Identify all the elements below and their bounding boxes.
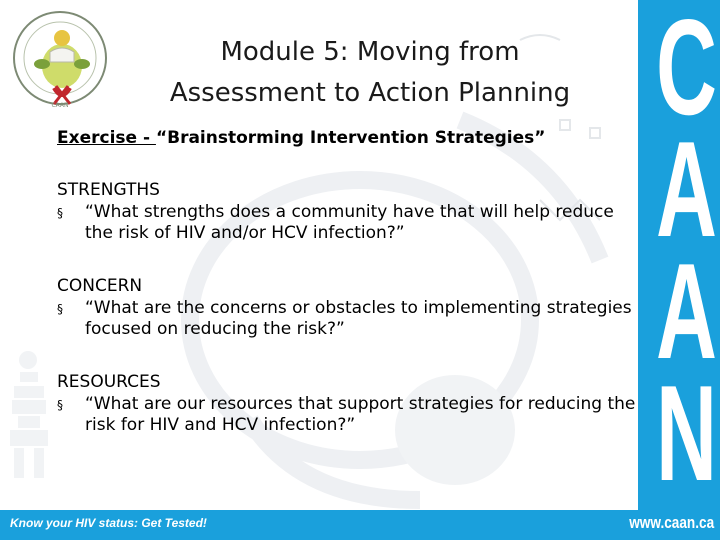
- bullet-marker: §: [57, 398, 63, 412]
- section-resources: [57, 370, 637, 436]
- footer-bar: [0, 510, 720, 540]
- bullet-text: “What are our resources that support strategies for reducing the risk for HIV and HCV infection?”: [85, 394, 636, 435]
- slide-title: [140, 32, 600, 114]
- bullet-marker: §: [57, 302, 63, 316]
- section-concern: [57, 274, 637, 340]
- brand-letter-a: A: [656, 235, 717, 387]
- exercise-title: “Brainstorming Intervention Strategies”: [155, 128, 546, 148]
- title-line-1: Module 5: Moving from: [220, 37, 520, 67]
- turtle-emblem-icon: [10, 8, 110, 113]
- footer-slogan: Know your HIV status: Get Tested!: [10, 516, 207, 530]
- svg-text:CAAN: CAAN: [51, 102, 69, 109]
- list-item: [57, 298, 637, 340]
- footer-url[interactable]: www.caan.ca: [629, 513, 714, 532]
- slide-content: [57, 128, 637, 466]
- bullet-text: “What strengths does a community have that will help reduce the risk of HIV and/or HCV infection?”: [85, 202, 614, 243]
- bullet-marker: §: [57, 206, 63, 220]
- exercise-heading: [57, 128, 637, 148]
- section-heading: CONCERN: [57, 276, 143, 296]
- exercise-prefix: Exercise -: [57, 128, 156, 148]
- brand-letter-c: C: [656, 0, 717, 143]
- section-heading: STRENGTHS: [57, 180, 160, 200]
- section-strengths: [57, 178, 637, 244]
- section-heading: RESOURCES: [57, 372, 161, 392]
- brand-letter-a: A: [656, 113, 717, 265]
- caan-brand-bar: [638, 0, 720, 540]
- brand-letter-n: N: [656, 357, 717, 509]
- list-item: [57, 394, 637, 436]
- list-item: [57, 202, 637, 244]
- title-line-2: Assessment to Action Planning: [169, 78, 571, 108]
- bullet-text: “What are the concerns or obstacles to implementing strategies focused on reducing the risk?”: [85, 298, 632, 339]
